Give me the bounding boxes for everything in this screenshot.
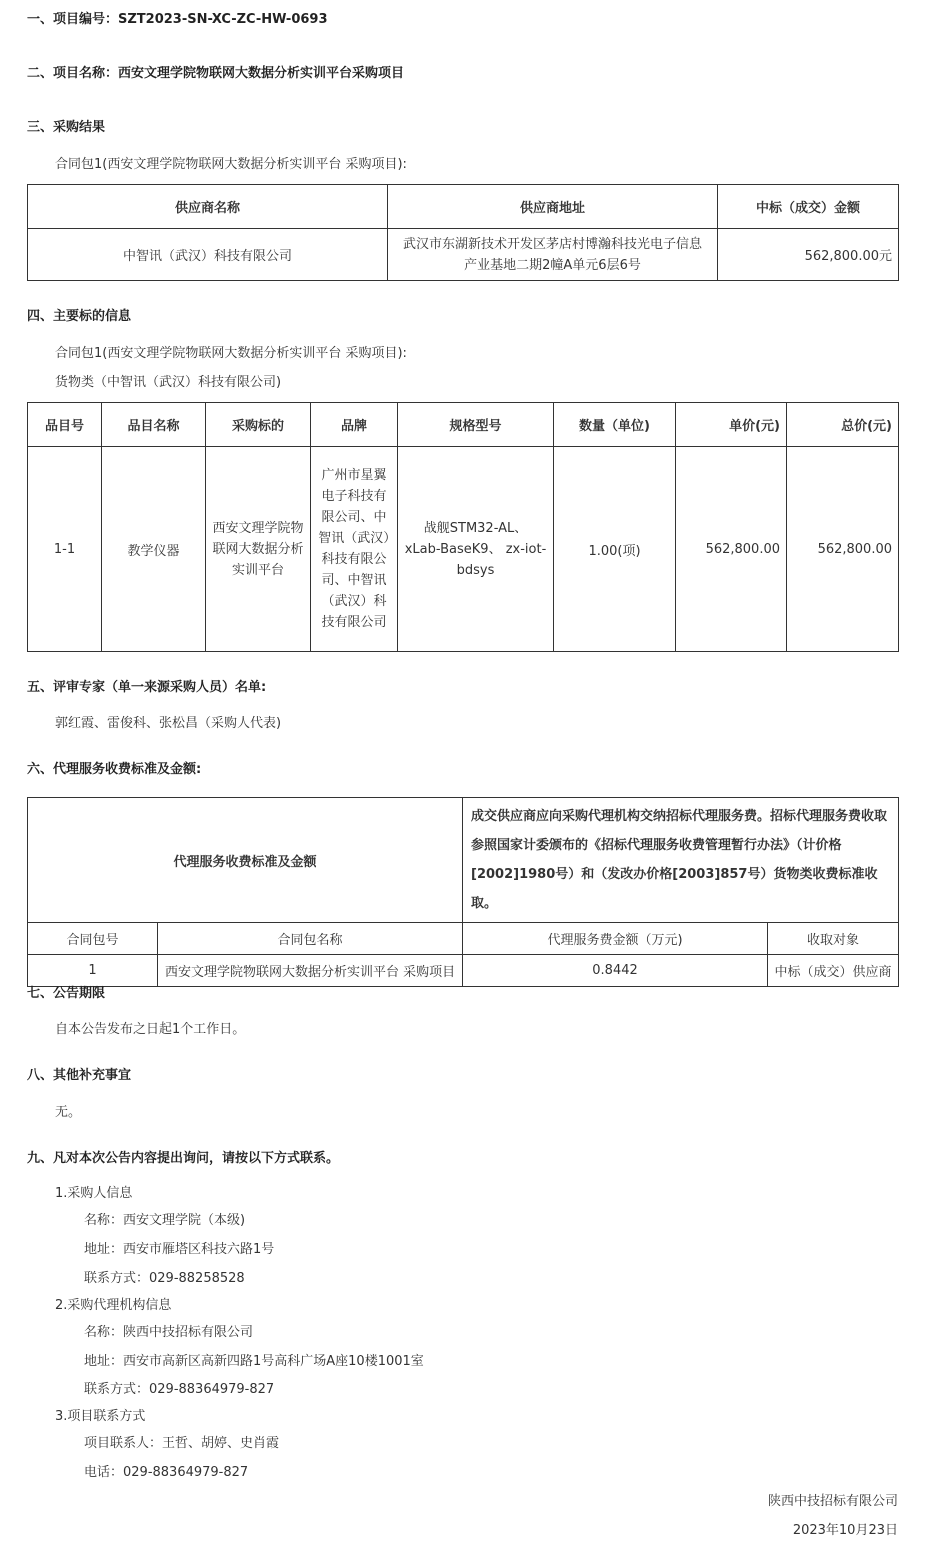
project-contact-person: 项目联系人：王哲、胡婷、史肖霞 bbox=[84, 1436, 280, 1451]
header-quantity: 数量（单位) bbox=[554, 403, 676, 447]
section-heading-experts: 五、评审专家（单一来源采购人员）名单: bbox=[27, 680, 267, 695]
header-fee-amount: 代理服务费金额（万元) bbox=[463, 923, 768, 955]
item-brand: 广州市星翼电子科技有限公司、中智讯（武汉）科技有限公司、中智讯（武汉）科技有限公司 bbox=[311, 447, 398, 652]
agency-fee-table bbox=[27, 797, 899, 987]
fee-standard-text: 成交供应商应向采购代理机构交纳招标代理服务费。招标代理服务费收取参照国家计委颁布的《招标代理服务收费管理暂行办法》（计价格[2002]1980号）和（发改办价格[2003]857号）货物类收费标准收取。 bbox=[463, 798, 899, 923]
table-row bbox=[28, 447, 899, 652]
item-total-price: 562,800.00 bbox=[787, 447, 899, 652]
item-no: 1-1 bbox=[28, 447, 102, 652]
section-heading-period: 七、公告期限 bbox=[27, 986, 106, 1001]
header-unit-price: 单价(元) bbox=[676, 403, 787, 447]
item-quantity: 1.00(项) bbox=[554, 447, 676, 652]
header-brand: 品牌 bbox=[311, 403, 398, 447]
section-heading-result: 三、采购结果 bbox=[27, 120, 106, 135]
fee-package-name: 西安文理学院物联网大数据分析实训平台 采购项目 bbox=[158, 955, 463, 987]
table-row bbox=[28, 229, 899, 281]
header-target: 采购标的 bbox=[206, 403, 311, 447]
agency-info-title: 2.采购代理机构信息 bbox=[55, 1298, 172, 1313]
project-number-label: 一、项目编号： bbox=[27, 12, 119, 27]
result-table bbox=[27, 184, 899, 281]
project-contact-phone: 电话：029-88364979-827 bbox=[84, 1465, 249, 1480]
section-heading-other: 八、其他补充事宜 bbox=[27, 1068, 132, 1083]
header-item-no: 品目号 bbox=[28, 403, 102, 447]
buyer-contact: 联系方式：029-88258528 bbox=[84, 1271, 245, 1286]
footer-organization: 陕西中技招标有限公司 bbox=[767, 1494, 898, 1509]
fee-table-header bbox=[28, 923, 899, 955]
section-heading-items: 四、主要标的信息 bbox=[27, 309, 132, 324]
header-item-name: 品目名称 bbox=[102, 403, 206, 447]
project-number bbox=[27, 8, 328, 27]
package-label-items: 合同包1(西安文理学院物联网大数据分析实训平台 采购项目): bbox=[55, 346, 407, 361]
agency-name: 名称：陕西中技招标有限公司 bbox=[84, 1325, 254, 1340]
section-heading-contact: 九、凡对本次公告内容提出询问，请按以下方式联系。 bbox=[27, 1151, 340, 1166]
project-contact-title: 3.项目联系方式 bbox=[55, 1409, 146, 1424]
header-model: 规格型号 bbox=[398, 403, 554, 447]
other-text: 无。 bbox=[55, 1105, 82, 1120]
buyer-info-title: 1.采购人信息 bbox=[55, 1186, 133, 1201]
agency-address: 地址：西安市高新区高新四路1号高科广场A座10楼1001室 bbox=[84, 1354, 424, 1369]
buyer-name: 名称：西安文理学院（本级) bbox=[84, 1213, 246, 1228]
fee-amount: 0.8442 bbox=[463, 955, 768, 987]
fee-target: 中标（成交）供应商 bbox=[768, 955, 899, 987]
supplier-name: 中智讯（武汉）科技有限公司 bbox=[28, 229, 388, 281]
table-row bbox=[28, 955, 899, 987]
fee-package-no: 1 bbox=[28, 955, 158, 987]
project-name-value: 西安文理学院物联网大数据分析实训平台采购项目 bbox=[118, 66, 405, 81]
item-target: 西安文理学院物联网大数据分析实训平台 bbox=[206, 447, 311, 652]
items-table bbox=[27, 402, 899, 652]
item-model: 战舰STM32-AL、 xLab-BaseK9、 zx-iot-bdsys bbox=[398, 447, 554, 652]
header-package-name: 合同包名称 bbox=[158, 923, 463, 955]
header-total-price: 总价(元) bbox=[787, 403, 899, 447]
buyer-address: 地址：西安市雁塔区科技六路1号 bbox=[84, 1242, 275, 1257]
header-award-amount: 中标（成交）金额 bbox=[718, 185, 899, 229]
category-label: 货物类（中智讯（武汉）科技有限公司) bbox=[55, 375, 282, 390]
header-package-no: 合同包号 bbox=[28, 923, 158, 955]
header-supplier-name: 供应商名称 bbox=[28, 185, 388, 229]
result-table-header bbox=[28, 185, 899, 229]
project-name-label: 二、项目名称： bbox=[27, 66, 119, 81]
supplier-address: 武汉市东湖新技术开发区茅店村博瀚科技光电子信息产业基地二期2幢A单元6层6号 bbox=[388, 229, 718, 281]
fee-standard-label: 代理服务收费标准及金额 bbox=[28, 798, 463, 923]
expert-names: 郭红霞、雷俊科、张松昌（采购人代表) bbox=[55, 716, 282, 731]
award-amount: 562,800.00元 bbox=[718, 229, 899, 281]
items-table-header bbox=[28, 403, 899, 447]
item-unit-price: 562,800.00 bbox=[676, 447, 787, 652]
header-fee-target: 收取对象 bbox=[768, 923, 899, 955]
fee-standard-row bbox=[28, 798, 899, 923]
agency-contact: 联系方式：029-88364979-827 bbox=[84, 1382, 275, 1397]
period-text: 自本公告发布之日起1个工作日。 bbox=[55, 1022, 246, 1037]
section-heading-agency-fee: 六、代理服务收费标准及金额: bbox=[27, 762, 202, 777]
footer-date: 2023年10月23日 bbox=[792, 1523, 898, 1538]
project-name bbox=[27, 62, 404, 81]
item-name: 教学仪器 bbox=[102, 447, 206, 652]
package-label: 合同包1(西安文理学院物联网大数据分析实训平台 采购项目): bbox=[55, 157, 407, 172]
project-number-value: SZT2023-SN-XC-ZC-HW-0693 bbox=[118, 12, 328, 27]
header-supplier-address: 供应商地址 bbox=[388, 185, 718, 229]
